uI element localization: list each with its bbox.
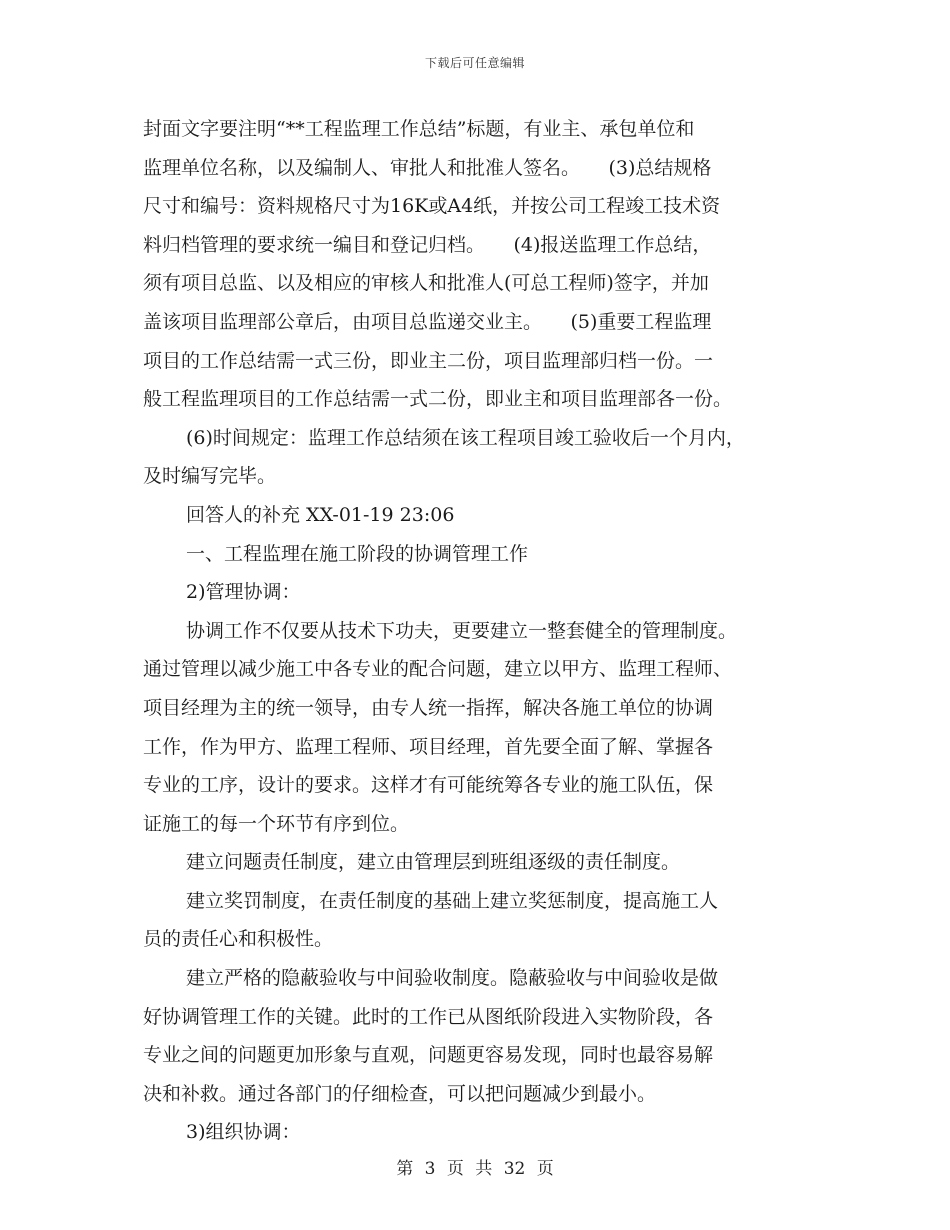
text-line: 料归档管理的要求统一编目和登记归档。 (4)报送监理工作总结， <box>143 233 712 256</box>
text-line: (6)时间规定：监理工作总结须在该工程项目竣工验收后一个月内， <box>186 426 745 449</box>
text-line: 决和补救。通过各部门的仔细检查，可以把问题减少到最小。 <box>143 1082 657 1105</box>
text-line: 员的责任心和积极性。 <box>143 928 334 951</box>
text-line: 证施工的每一个环节有序到位。 <box>143 812 410 835</box>
text-line: 项目的工作总结需一式三份，即业主二份，项目监理部归档一份。一 <box>143 349 714 372</box>
text-line: 尺寸和编号：资料规格尺寸为16K或A4纸，并按公司工程竣工技术资 <box>143 195 721 218</box>
subsection-heading: 3)组织协调： <box>186 1121 301 1144</box>
text-line: 般工程监理项目的工作总结需一式二份，即业主和项目监理部各一份。 <box>143 388 733 411</box>
text-line: 盖该项目监理部公章后，由项目总监递交业主。 (5)重要工程监理 <box>143 310 712 333</box>
subsection-heading: 2)管理协调： <box>186 581 301 604</box>
text-line: 须有项目总监、以及相应的审核人和批准人(可总工程师)签字，并加 <box>143 272 709 295</box>
page-header: 下载后可任意编辑 <box>424 56 525 70</box>
section-heading: 一、工程监理在施工阶段的协调管理工作 <box>186 542 529 565</box>
text-line: 监理单位名称，以及编制人、审批人和批准人签名。 (3)总结规格 <box>143 156 712 179</box>
document-body <box>143 110 823 1152</box>
text-line: 专业之间的问题更加形象与直观，问题更容易发现，同时也最容易解 <box>143 1044 714 1067</box>
text-line: 好协调管理工作的关键。此时的工作已从图纸阶段进入实物阶段，各 <box>143 1005 714 1028</box>
text-line: 专业的工序，设计的要求。这样才有可能统筹各专业的施工队伍，保 <box>143 774 714 797</box>
text-line: 通过管理以减少施工中各专业的配合问题，建立以甲方、监理工程师、 <box>143 658 733 681</box>
text-line: 工作，作为甲方、监理工程师、项目经理，首先要全面了解、掌握各 <box>143 735 714 758</box>
text-line: 建立奖罚制度，在责任制度的基础上建立奖惩制度，提高施工人 <box>186 889 719 912</box>
text-line: 协调工作不仅要从技术下功夫，更要建立一整套健全的管理制度。 <box>186 619 738 642</box>
text-line: 及时编写完毕。 <box>143 465 277 488</box>
page-number-footer: 第 3 页 共 32 页 <box>396 1159 554 1179</box>
text-line: 项目经理为主的统一领导，由专人统一指挥，解决各施工单位的协调 <box>143 696 714 719</box>
text-line: 建立严格的隐蔽验收与中间验收制度。隐蔽验收与中间验收是做 <box>186 967 719 990</box>
text-line: 封面文字要注明“**工程监理工作总结”标题，有业主、承包单位和 <box>143 118 695 140</box>
text-line: 建立问题责任制度，建立由管理层到班组逐级的责任制度。 <box>186 851 681 874</box>
text-line: 回答人的补充 XX-01-19 23:06 <box>186 503 455 526</box>
